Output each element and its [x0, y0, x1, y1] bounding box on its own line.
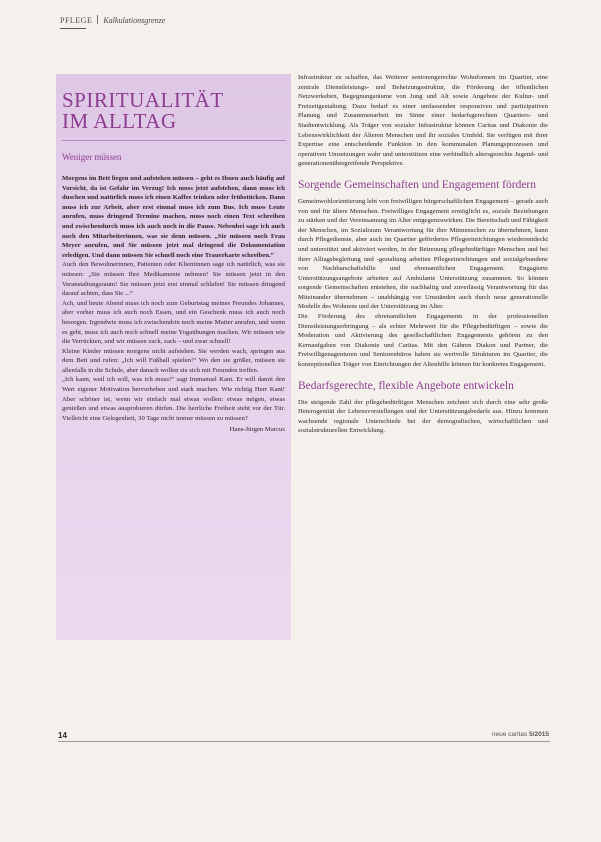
box-paragraph: „Ich kann, weil ich will, was ich muss!“ sagt Immanuel Kant. Er will damit den Wert eigener Motivation hervorheben und stark machen. Wie richtig Herr Kant! Aber schöner ist, wenn wir einfach mal etwas wollen: etwas mögen, etwas genießen und etwas ausprobieren dürfen. Die herrliche Freiheit steht vor der Tür. Vielleicht eine Gelegenheit, 30 Tage nicht immer müssen zu müssen? — [62, 376, 285, 422]
header-divider — [97, 15, 98, 24]
sidebar-box — [56, 74, 291, 640]
box-divider — [62, 140, 286, 141]
box-title-line: SPIRITUALITÄT — [62, 88, 224, 112]
article-paragraph: Die steigende Zahl der pflegebedürftigen Menschen zeichnet sich durch eine sehr große Heterogenität der Lebensvorstellungen und der Unterstützungsbedarfe aus. Hinzu kommen wachsende regionale Unterschiede bei der demografischen, wirtschaftlichen und sozialstrukturellen Entwicklung. — [298, 398, 548, 435]
box-title — [62, 90, 224, 132]
rubric-label: Kalkulationsgrenze — [103, 16, 166, 25]
section-heading: Sorgende Gemeinschaften und Engagement fördern — [298, 178, 537, 191]
box-paragraph: Auch den Bewohnerinnen, Patienten oder Klientinnen sage ich natürlich, was sie müssen: „Sie müssen Ihre Medikamente nehmen! Sie müssen jetzt in den Veranstaltungsraum! Sie müssen jetzt erst einmal schlafen! Sie müssen dringend darauf achten, dass Sie ...“ — [62, 261, 285, 298]
article-paragraph: Gemeinwohlorientierung lebt von freiwilligen bürgerschaftlichen Engagement – gerade auch von und für ältere Menschen. Freiwilliges Engagement ermöglicht es, soziale Beziehungen zu stärken und der Vereinsamung im Alter entgegenzuwirken. Die Bereitschaft und Fähigkeit der Menschen, im Sozialraum Verantwortung für ihre Mitmenschen zu übernehmen, kann durch Pflegedienste, aber auch im Quartier gefördertes Pflegeeinrichtungen wiederentdeckt und unterstützt und aktiviert werden, in der Betreuung pflegebedürftiger Menschen und bei ihrer Alltagsbegleitung und -gestaltung arbeiten Pflegeeinrichtungen und sozialgebundene von Nachbarschaftshilfe und ehrenamtlichen Engagement. Engagierte Unterstützungsangebote arbeiten auf Ambulante Unterstützung zusammen. So können sorgende Gemeinschaften entstehen, die nachhaltig und zuverlässig Verantwortung für das Miteinander übernehmen – unabhängig vor Umständen auch durch neue generationelle Modelle des Wohnens und der Unterstützung im Alter. — [298, 197, 548, 311]
box-paragraph: Kleine Kinder müssen morgens nicht aufstehen. Sie werden wach, springen aus dem Bett und rufen: „Ich will Fußball spielen!“ Wo den sie größer, müssen sie allenfalls in die Schule, aber danach wollen sie sich mit Freunden treffen. — [62, 347, 285, 374]
article-paragraph: Die Förderung des ehrenamtlichen Engagements in der professionellen Dienstleistungserbringung – als echter Mehrwert für die Pflegebedürftigen – sowie die Moderation und Aktivierung des gesellschaftlichen Engagements gehören zu den Kernaufgaben von Diakonie und Caritas. Mit den Gähren Diakon und Partner, die Freiwilligenagenturen und Seniorenbüros haben sie wertvolle Strukturen im Quartier, die konzeptionellen Träger von Einrichtungen der Altenhilfe können für konkretes Engagement. — [298, 313, 548, 369]
magazine-name: neue caritas — [491, 731, 528, 738]
running-header — [60, 15, 165, 25]
box-paragraph: Morgens im Bett liegen und aufstehen müssen – geht es Ihnen auch häufig auf Vorsicht, da ist Gefahr im Verzug! Ich muss jetzt aufstehen, dann muss ich duschen und natürlich muss ich einen Kaffee trinken oder frühstücken. Dann muss ich zur Arbeit, aber erst einmal muss ich zum Bus. Ich muss Leute anrufen, muss dringend Termine machen, muss noch einen Text schreiben und zwischendurch muss ich auch noch in die Pause. Nebenbei sage ich auch noch den Mitarbeiterinnen, was sie denn müssen. „Sie müssen noch Frau Meyer anrufen, und Sie müssen jetzt mal dringend die Dokumentation erledigen. Und dann müssen Sie schnell noch eine Trauerkarte schreiben.“ — [62, 175, 285, 259]
page-number: 14 — [58, 731, 67, 740]
footer-rule — [58, 741, 550, 742]
article-paragraph: Infrastruktur zu schaffen, das Weiterer seniorengerechte Wohnformen im Quartier, eine zentrale Dienstleistungs- und Beheizungsstruktur, die Förderung der öffentlichen Netzwerkeben, Begegnungsräume von Jung und Alt sowie Angebote der Kultur- und Freizeitgestaltung. Dazu bedarf es einer umfassenden responsiven und partizipativen Planung und Zusammenarbeit im Sinne einer bedarfsgerechten Quartiers- und Stadtentwicklung. Als Träger von sozialer Infrastruktur können Caritas und Diakonie die Lebenswirklichkeit der Älteren Menschen und ihr soziales Umfeld. Sie verfügen mit ihrer Expertise eine entscheidende Funktion in den kommunalen Planungsprozessen und operativen Umsetzungen wahr und unterstützen eine verbindlich altersgerechte Jugend- und generationenübergreifende Perspektive. — [298, 74, 548, 168]
footer-credit — [492, 731, 549, 738]
box-paragraph: Ach, und heute Abend muss ich noch zum Geburtstag meines Freundes Johannes, aber vorher muss ich auch noch Essen, und ein Geschenk muss ich auch noch besorgen. Irgendwie muss ich zwischendrin noch meine Mutter anrufen, und wenn es geht, muss ich auch noch schnell meine Yogaübungen machen. Wir müssen wie die Verrückten, und wir müssen zack, zack – und zwar schnell! — [62, 299, 285, 346]
section-label: PFLEGE — [60, 16, 93, 25]
box-signature: Hans-Jürgen Marcus — [229, 426, 285, 434]
issue-number: 5/2015 — [529, 731, 549, 738]
article-column — [298, 73, 548, 436]
section-heading: Bedarfsgerechte, flexible Angebote entwickeln — [298, 379, 514, 392]
box-title-line: IM ALLTAG — [62, 109, 177, 133]
box-subtitle: Weniger müssen — [62, 152, 122, 162]
header-rule — [60, 28, 86, 29]
box-body — [62, 174, 285, 435]
